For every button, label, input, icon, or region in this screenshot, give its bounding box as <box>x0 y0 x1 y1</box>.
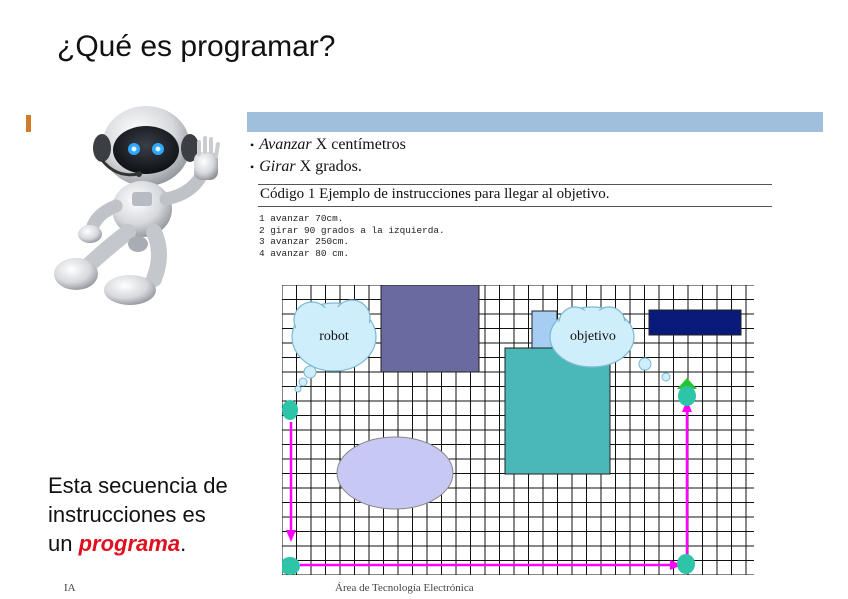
statement-highlight: programa <box>78 531 181 556</box>
footer-left: IA <box>64 582 76 594</box>
instruction-list <box>250 134 406 180</box>
cloud-robot <box>292 300 376 392</box>
robot-marker-goal <box>677 378 697 406</box>
code-line: 2 girar 90 grados a la izquierda. <box>259 224 445 236</box>
bullet-keyword: Avanzar <box>259 136 312 153</box>
cloud-objetivo-label: objetivo <box>570 329 616 344</box>
obstacle-navy <box>649 310 741 335</box>
code-listing <box>259 213 445 261</box>
statement-line: Esta secuencia de <box>48 473 228 498</box>
list-item <box>250 134 406 156</box>
obstacle-purple <box>381 285 479 372</box>
code-line: 3 avanzar 250cm. <box>259 236 350 247</box>
obstacle-ellipse <box>337 437 453 509</box>
bullet-keyword: Girar <box>259 158 296 175</box>
code-line: 4 avanzar 80 cm. <box>259 247 350 259</box>
header-bar <box>247 112 823 132</box>
slide-title: ¿Qué es programar? <box>57 30 336 63</box>
statement-prefix: un <box>48 531 79 556</box>
statement-line: instrucciones es <box>48 502 206 527</box>
code-line: 1 avanzar 70cm. <box>259 213 344 224</box>
caption-rule-bottom <box>258 206 772 207</box>
bullet-marker: • <box>250 138 255 152</box>
list-item <box>250 156 406 178</box>
statement-line <box>48 529 228 558</box>
statement-suffix: . <box>180 531 187 556</box>
bullet-marker: • <box>250 160 255 174</box>
caption-rule-top <box>258 184 772 185</box>
grid-diagram <box>282 285 754 575</box>
grid-diagram-svg <box>282 285 754 575</box>
bullet-text: X grados. <box>295 158 362 175</box>
footer-center: Área de Tecnología Electrónica <box>335 582 474 594</box>
bullet-text: X centímetros <box>311 136 406 153</box>
title-accent-bar <box>26 115 31 132</box>
program-statement <box>48 471 228 558</box>
cloud-robot-label: robot <box>319 329 349 344</box>
robot-illustration <box>46 94 236 309</box>
code-caption: Código 1 Ejemplo de instrucciones para llegar al objetivo. <box>260 186 610 202</box>
